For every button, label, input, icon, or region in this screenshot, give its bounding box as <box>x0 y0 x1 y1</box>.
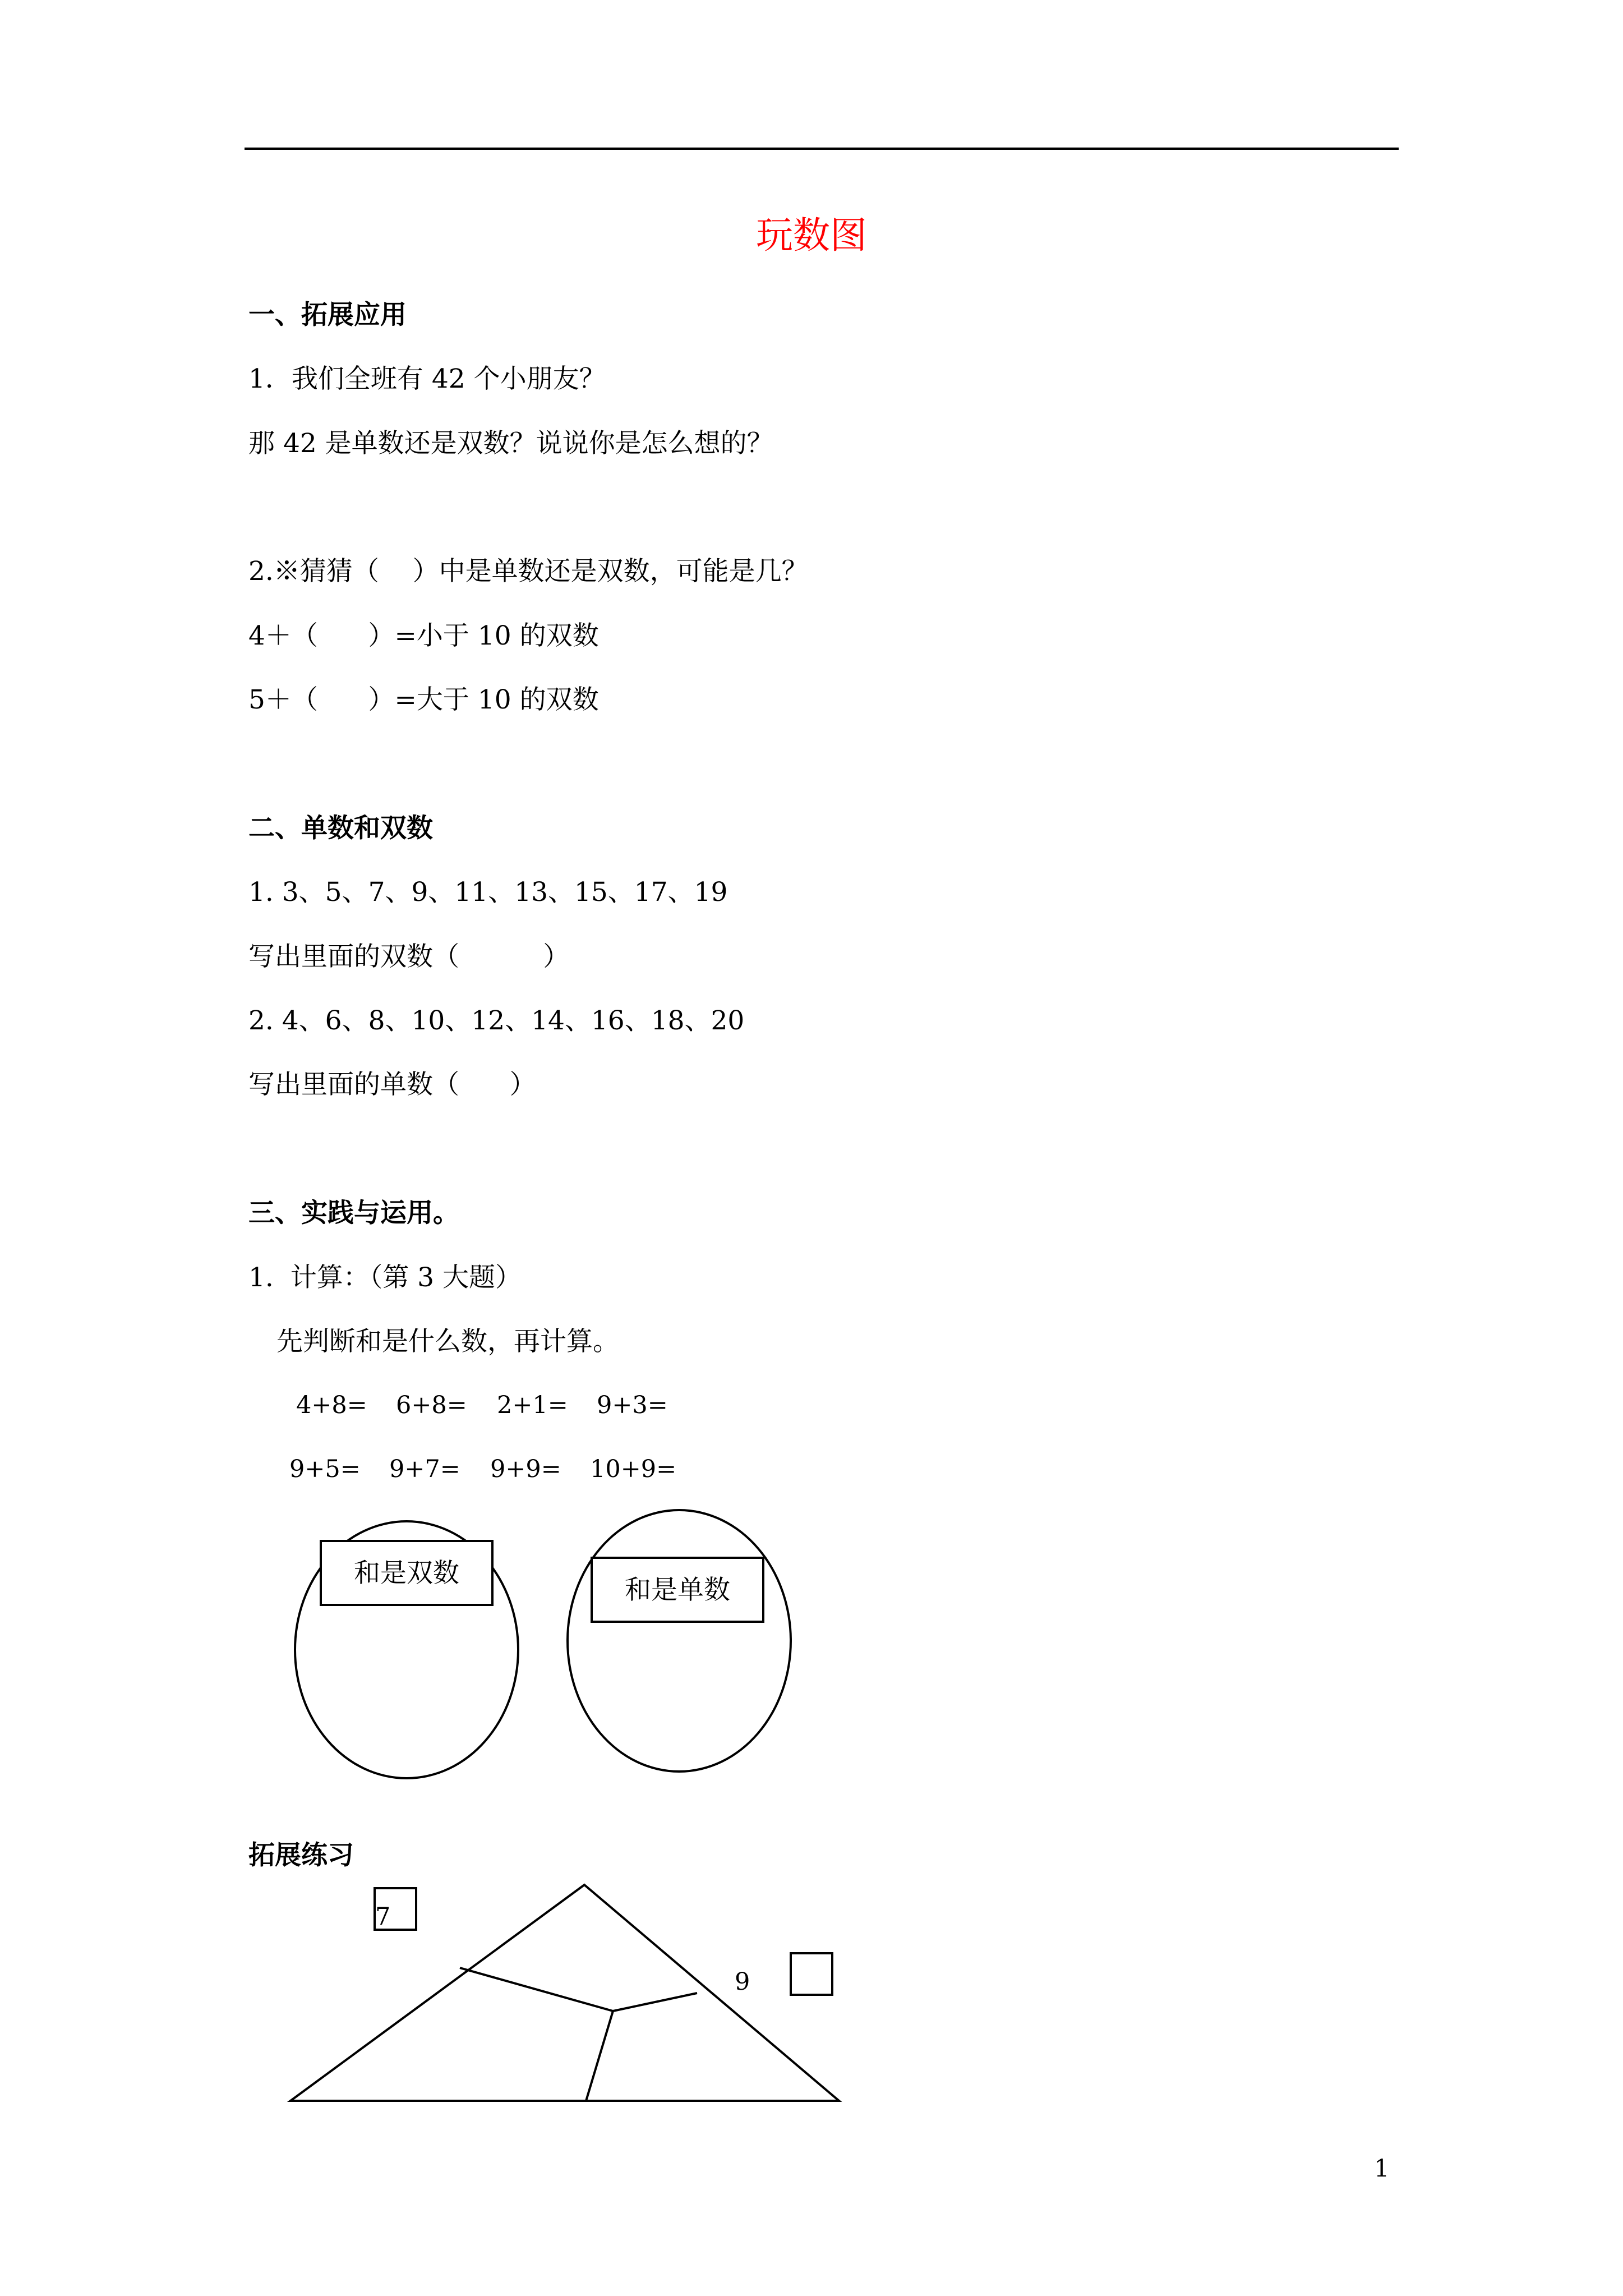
section3-heading: 三、实践与运用。 <box>248 1198 459 1228</box>
page-number: 1 <box>1374 2155 1390 2183</box>
equation: 9+3= <box>597 1391 668 1419</box>
section1-q2-line2: 4＋（ ）=小于 10 的双数 <box>248 620 599 651</box>
equation: 9+9= <box>490 1455 561 1483</box>
triangle-inner-line <box>586 2011 613 2101</box>
equation: 6+8= <box>396 1391 467 1419</box>
triangle-inner-line <box>460 1968 613 2011</box>
section1-q2-line1: 2.※猜猜（ ）中是单数还是双数，可能是几？ <box>248 556 808 587</box>
section2-q1-line1: 1. 3、5、7、9、11、13、15、17、19 <box>248 877 728 908</box>
odd-sum-label: 和是单数 <box>591 1557 764 1623</box>
answer-box-right[interactable] <box>790 1952 833 1996</box>
section2-heading: 二、单数和双数 <box>248 813 433 844</box>
equation: 2+1= <box>497 1391 568 1419</box>
section1-q1-line2: 那 42 是单数还是双数？说说你是怎么想的？ <box>248 428 773 459</box>
section2-q1-line2: 写出里面的双数（ ） <box>248 941 570 972</box>
triangle-inner-line <box>613 1993 697 2011</box>
triangle-outline <box>291 1885 839 2101</box>
section2-q2-line1: 2. 4、6、8、10、12、14、16、18、20 <box>248 1005 745 1036</box>
section3-instruction: 先判断和是什么数，再计算。 <box>276 1326 619 1357</box>
equation: 10+9= <box>590 1455 677 1483</box>
section3-q1: 1. 计算：（第 3 大题） <box>248 1262 522 1293</box>
equation: 9+7= <box>389 1455 460 1483</box>
equation: 4+8= <box>296 1391 367 1419</box>
number-right: 9 <box>735 1968 750 1996</box>
section1-heading: 一、拓展应用 <box>248 300 407 330</box>
page-title: 玩数图 <box>756 214 867 257</box>
section1-q2-line3: 5＋（ ）=大于 10 的双数 <box>248 684 599 715</box>
even-sum-label: 和是双数 <box>320 1540 494 1606</box>
extension-heading: 拓展练习 <box>248 1840 354 1871</box>
equation: 9+5= <box>289 1455 361 1483</box>
number-left: 7 <box>375 1903 391 1931</box>
section2-q2-line2: 写出里面的单数（ ） <box>248 1069 536 1100</box>
section1-q1-line1: 1．我们全班有 42 个小朋友？ <box>248 364 606 394</box>
